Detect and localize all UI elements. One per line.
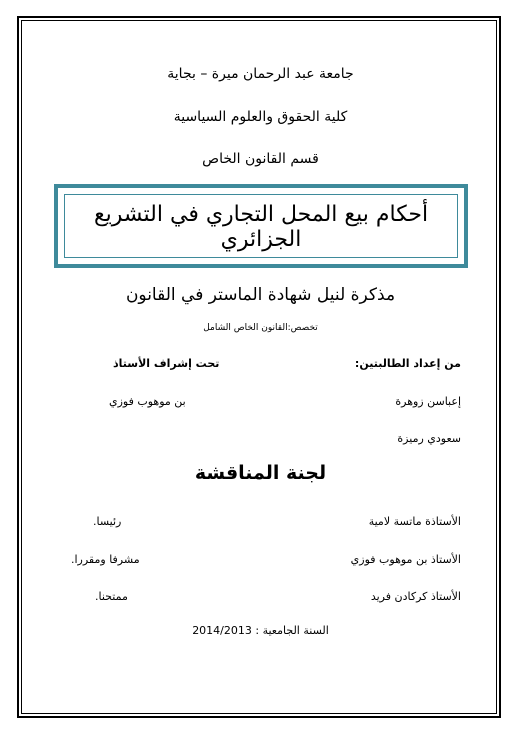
student-name: سعودي رميزة	[397, 432, 461, 445]
supervision-label: تحت إشراف الأستاذ	[113, 357, 220, 370]
university-name: جامعة عبد الرحمان ميرة – بجاية	[167, 66, 354, 82]
thesis-subtitle: مذكرة لنيل شهادة الماستر في القانون	[125, 285, 396, 305]
committee-heading: لجنة المناقشة	[194, 462, 327, 484]
committee-member-role: مشرفا ومقررا.	[71, 553, 140, 566]
supervisor-name: بن موهوب فوزي	[109, 395, 186, 408]
committee-member-name: الأستاذ بن موهوب فوزي	[350, 553, 461, 566]
prepared-by-label: من إعداد الطالبتين:	[354, 357, 461, 370]
student-name: إعباسن زوهرة	[395, 395, 461, 408]
committee-member-role: رئيسا.	[93, 515, 122, 528]
committee-member-name: الأستاذ كركادن فريد	[370, 590, 461, 603]
department-name: قسم القانون الخاص	[202, 151, 319, 167]
title-frame	[54, 184, 468, 268]
specialty: تخصص:القانون الخاص الشامل	[203, 323, 318, 333]
committee-member-name: الأستاذة ماتسة لامية	[368, 515, 461, 528]
academic-year: السنة الجامعية : 2014/2013	[192, 624, 329, 637]
committee-member-role: ممتحنا.	[95, 590, 128, 603]
thesis-title: أحكام بيع المحل التجاري في التشريع الجزائري	[93, 202, 429, 252]
faculty-name: كلية الحقوق والعلوم السياسية	[173, 109, 348, 125]
